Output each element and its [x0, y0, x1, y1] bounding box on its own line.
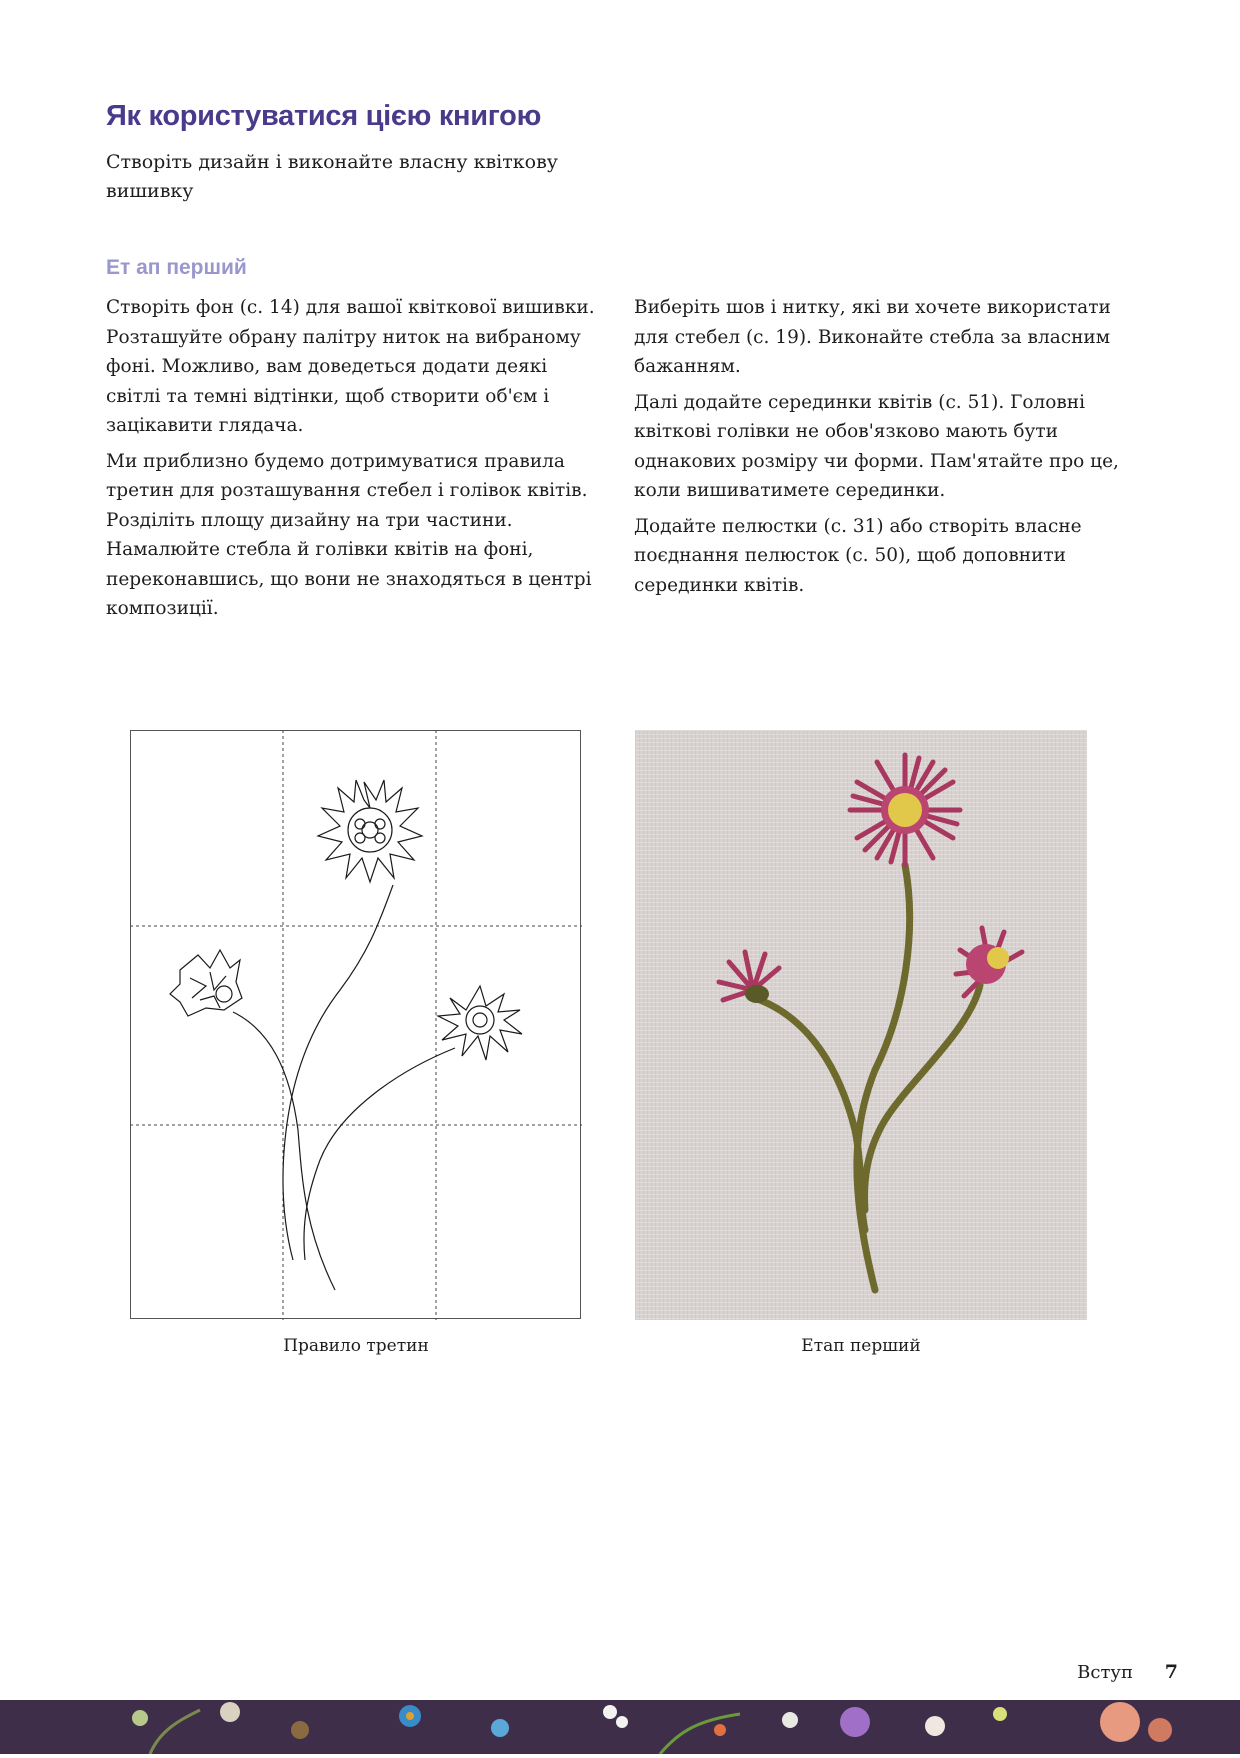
page-subtitle: Створіть дизайн і виконайте власну квіткову вишивку [106, 151, 558, 202]
right-figure-caption: Етап перший [801, 1336, 921, 1356]
embroidery-band-art [0, 1700, 1240, 1754]
section-heading: Ет ап перший [106, 256, 247, 279]
decorative-embroidery-band [0, 1700, 1240, 1754]
page-number: 7 [1164, 1661, 1178, 1683]
paragraph: Виберіть шов і нитку, які ви хочете використати для стебел (с. 19). Виконайте стебла за власним бажанням. [634, 297, 1111, 377]
rule-of-thirds-diagram [130, 730, 582, 1320]
paragraph: Створіть фон (с. 14) для вашої квіткової вишивки. Розташуйте обрану палітру ниток на вибраному фоні. Можливо, вам доведеться додати деякі світлі та темні відтінки, щоб створити об'єм і зацікавити глядача. [106, 297, 595, 436]
footer-section-label: Вступ [1077, 1662, 1133, 1683]
rule-of-thirds-drawing [130, 730, 582, 1320]
paragraph: Ми приблизно будемо дотримуватися правила третин для розташування стебел і голівок квітів. Розділіть площу дизайну на три частини. Намалюйте стебла й голівки квітів на фоні, переконавшись, що вони не знаходяться в центрі композиції. [106, 450, 592, 619]
left-figure-caption: Правило третин [283, 1336, 429, 1356]
left-text-column [106, 293, 606, 630]
page-title: Як користуватися цією книгою [106, 100, 542, 132]
paragraph: Далі додайте серединки квітів (с. 51). Головні квіткові голівки не обов'язково мають бути однакових розміру чи форми. Пам'ятайте про це, коли вишиватимете серединки. [634, 391, 1119, 501]
embroidery-illustration [635, 730, 1087, 1320]
right-text-column [634, 293, 1134, 606]
paragraph: Додайте пелюстки (с. 31) або створіть власне поєднання пелюсток (с. 50), щоб доповнити серединки квітів. [634, 515, 1082, 596]
embroidery-photo [635, 730, 1087, 1320]
